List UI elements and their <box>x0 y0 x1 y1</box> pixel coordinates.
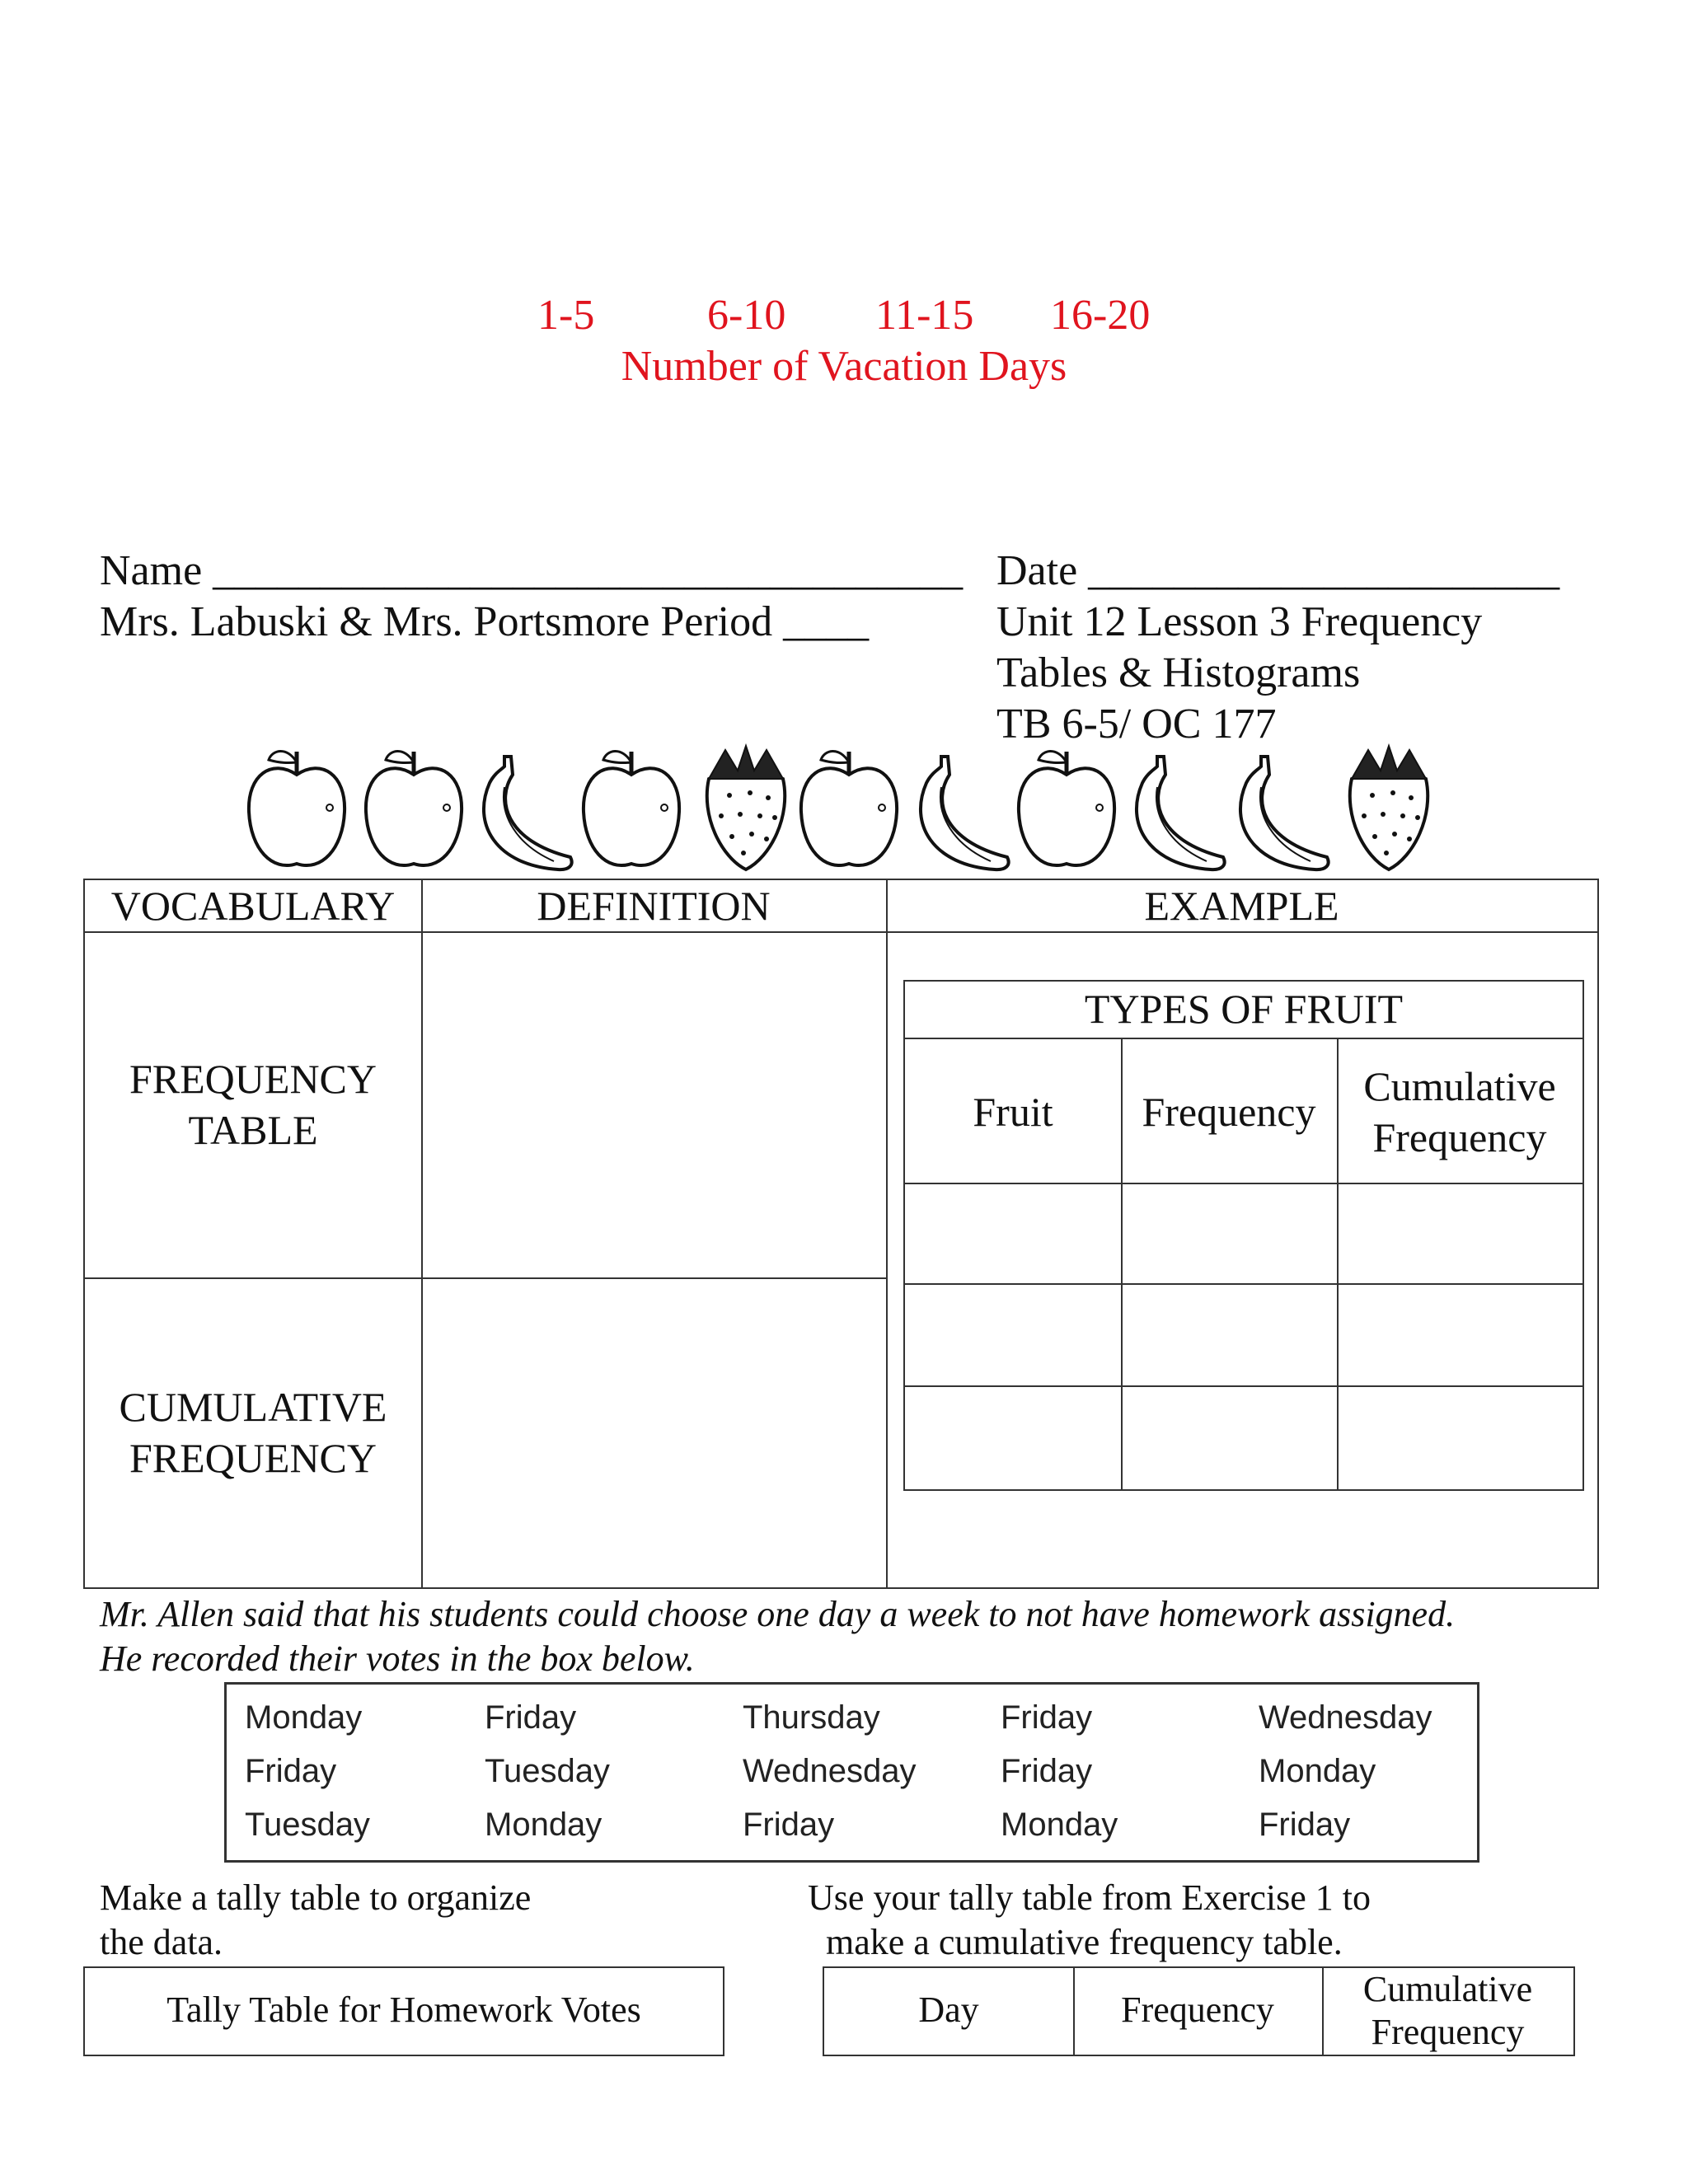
period-line[interactable]: Mrs. Labuski & Mrs. Portsmore Period ____ <box>100 598 870 645</box>
table-divider <box>886 880 888 1587</box>
apple-icon <box>239 742 354 874</box>
vote-item: Friday <box>1001 1753 1093 1789</box>
vote-item: Wednesday <box>743 1753 917 1789</box>
table-divider <box>905 1283 1582 1285</box>
vote-item: Monday <box>245 1699 363 1736</box>
vote-item: Friday <box>743 1807 835 1843</box>
exercise-1-instruction-line-1: Make a tally table to organize <box>100 1877 532 1918</box>
table-divider <box>905 1183 1582 1184</box>
cumulative-frequency-header-line-2: Frequency <box>1371 2012 1525 2052</box>
exercise-1-instruction-line-2: the data. <box>100 1922 223 1962</box>
exercise-2-instruction-line-2: make a cumulative frequency table. <box>826 1922 1343 1962</box>
cumulative-frequency-header-line-2: Frequency <box>1372 1114 1547 1160</box>
problem-line-2: He recorded their votes in the box below. <box>100 1638 695 1679</box>
vote-item: Friday <box>1001 1699 1093 1736</box>
strawberry-icon <box>692 742 799 874</box>
apple-icon <box>791 742 907 874</box>
range-label-16-20: 16-20 <box>1050 292 1151 339</box>
vote-item: Tuesday <box>485 1753 610 1789</box>
definition-cell-frequency-table[interactable] <box>423 933 884 1276</box>
lesson-title-line-2: Tables & Histograms <box>996 649 1361 696</box>
name-field[interactable]: Name ___________________________________ <box>100 547 964 594</box>
types-of-fruit-table <box>903 980 1584 1491</box>
vote-item: Friday <box>485 1699 577 1736</box>
strawberry-icon <box>1335 742 1442 874</box>
apple-icon <box>1009 742 1124 874</box>
vote-item: Thursday <box>743 1699 880 1736</box>
cumulative-frequency-header-line-1: Cumulative <box>1363 1063 1556 1109</box>
frequency-column-header: Frequency <box>1121 1990 1274 2030</box>
votes-box <box>224 1682 1479 1863</box>
header-example: EXAMPLE <box>1144 883 1339 929</box>
day-column-header: Day <box>918 1990 979 2030</box>
banana-icon <box>1124 750 1231 874</box>
range-label-1-5: 1-5 <box>537 292 595 339</box>
banana-icon <box>1228 750 1335 874</box>
range-label-6-10: 6-10 <box>707 292 786 339</box>
table-divider <box>905 1385 1582 1387</box>
term-cumulative-frequency-line-2: FREQUENCY <box>129 1435 377 1481</box>
fruit-table-title: TYPES OF FRUIT <box>1084 986 1404 1032</box>
problem-line-1: Mr. Allen said that his students could choose one day a week to not have homework assigned. <box>100 1594 1456 1634</box>
header-vocabulary: VOCABULARY <box>110 883 396 929</box>
range-label-11-15: 11-15 <box>875 292 974 339</box>
term-frequency-table-line-1: FREQUENCY <box>129 1056 377 1102</box>
lesson-reference: TB 6-5/ OC 177 <box>996 701 1277 748</box>
cumulative-frequency-table <box>823 1966 1575 2056</box>
table-divider <box>905 1038 1582 1039</box>
vote-item: Monday <box>485 1807 603 1843</box>
term-cumulative-frequency-line-1: CUMULATIVE <box>119 1384 387 1430</box>
header-definition: DEFINITION <box>537 883 771 929</box>
definition-cell-cumulative-frequency[interactable] <box>423 1279 884 1586</box>
apple-icon <box>356 742 471 874</box>
exercise-2-instruction-line-1: Use your tally table from Exercise 1 to <box>808 1877 1372 1918</box>
vote-item: Tuesday <box>245 1807 370 1843</box>
vote-item: Monday <box>1259 1753 1376 1789</box>
lesson-title-line-1: Unit 12 Lesson 3 Frequency <box>996 598 1483 645</box>
tally-table <box>83 1966 724 2056</box>
frequency-column-header: Frequency <box>1142 1089 1316 1135</box>
apple-icon <box>574 742 689 874</box>
vote-item: Friday <box>245 1753 337 1789</box>
axis-title: Number of Vacation Days <box>621 343 1067 390</box>
date-field[interactable]: Date ______________________ <box>996 547 1560 594</box>
vote-item: Wednesday <box>1259 1699 1432 1736</box>
term-frequency-table-line-2: TABLE <box>188 1107 318 1153</box>
fruit-column-header: Fruit <box>973 1089 1053 1135</box>
cumulative-frequency-header-line-1: Cumulative <box>1362 1969 1533 2009</box>
vote-item: Friday <box>1259 1807 1351 1843</box>
banana-icon <box>471 750 579 874</box>
vote-item: Monday <box>1001 1807 1118 1843</box>
tally-table-title: Tally Table for Homework Votes <box>166 1990 641 2030</box>
banana-icon <box>908 750 1015 874</box>
